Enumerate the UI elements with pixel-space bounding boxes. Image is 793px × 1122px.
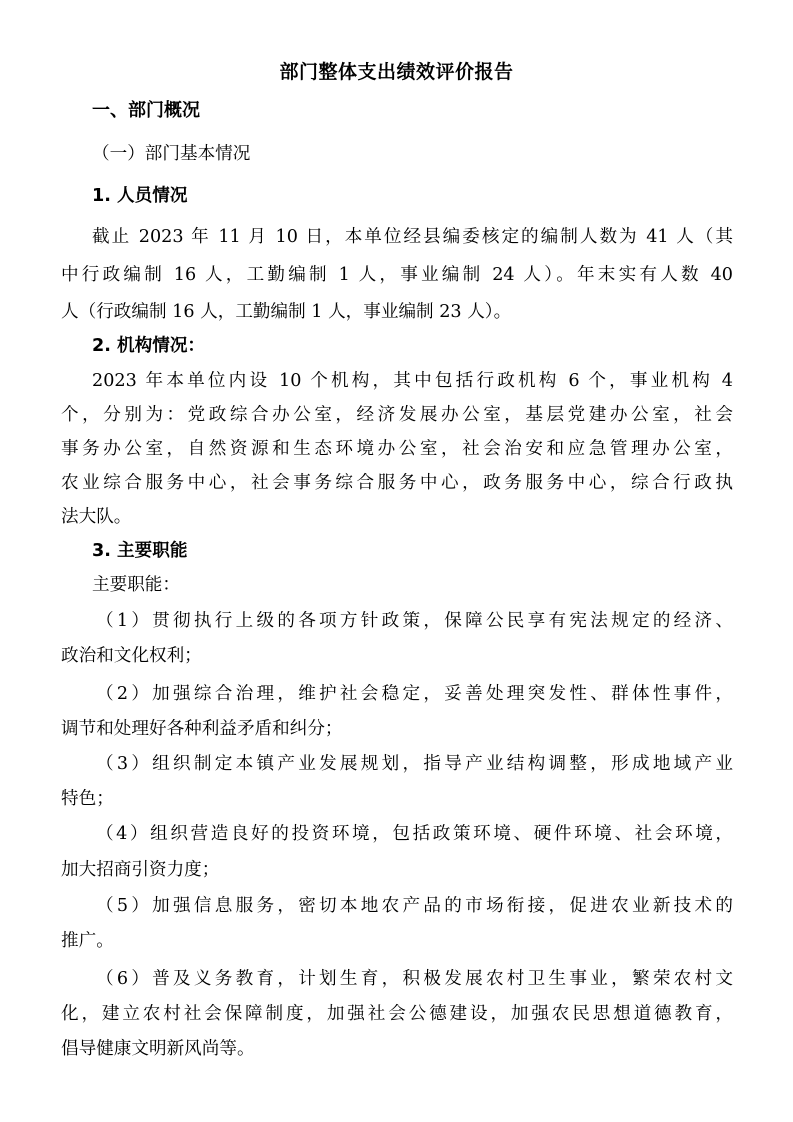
item-heading-personnel: 1. 人员情况 [92, 186, 188, 206]
function-item-line: （6）普及义务教育，计划生育，积极发展农村卫生事业，繁荣农村文 [96, 969, 733, 989]
function-item-line: （3）组织制定本镇产业发展规划，指导产业结构调整，形成地域产业 [96, 754, 733, 774]
functions-intro: 主要职能： [92, 575, 180, 595]
function-item-line: （1）贯彻执行上级的各项方针政策，保障公民享有宪法规定的经济、 [96, 611, 733, 631]
paragraph-line: 截止 2023 年 11 月 10 日，本单位经县编委核定的编制人数为 41 人（其 [92, 227, 733, 247]
function-item-line: （4）组织营造良好的投资环境，包括政策环境、硬件环境、社会环境， [96, 824, 733, 844]
document-title: 部门整体支出绩效评价报告 [279, 61, 514, 83]
function-item-line: （2）加强综合治理，维护社会稳定，妥善处理突发性、群体性事件， [96, 684, 733, 704]
paragraph-line: 法大队。 [61, 507, 132, 527]
section-heading-overview: 一、部门概况 [92, 100, 200, 121]
function-item-line: 调节和处理好各种利益矛盾和纠分； [61, 719, 343, 739]
function-item-line: 加大招商引资力度； [61, 860, 220, 880]
function-item-line: （5）加强信息服务，密切本地农产品的市场衔接，促进农业新技术的 [96, 896, 733, 916]
function-item-line: 倡导健康文明新风尚等。 [61, 1039, 255, 1059]
item-heading-organization: 2. 机构情况： [92, 336, 206, 356]
subsection-heading-basic-info: （一）部门基本情况 [92, 144, 251, 164]
paragraph-line: 事务办公室，自然资源和生态环境办公室，社会治安和应急管理办公室， [61, 439, 733, 459]
function-item-line: 推广。 [61, 931, 114, 951]
paragraph-line: 人（行政编制 16 人，工勤编制 1 人，事业编制 23 人）。 [61, 302, 512, 322]
item-heading-functions: 3. 主要职能 [92, 541, 188, 561]
paragraph-line: 个，分别为：党政综合办公室，经济发展办公室，基层党建办公室，社会 [61, 405, 733, 425]
function-item-line: 化，建立农村社会保障制度，加强社会公德建设，加强农民思想道德教育， [61, 1004, 733, 1024]
paragraph-line: 农业综合服务中心，社会事务综合服务中心，政务服务中心，综合行政执 [61, 473, 733, 493]
function-item-line: 政治和文化权利； [61, 646, 202, 666]
function-item-line: 特色； [61, 789, 114, 809]
paragraph-line: 2023 年本单位内设 10 个机构，其中包括行政机构 6 个，事业机构 4 [92, 371, 733, 391]
paragraph-line: 中行政编制 16 人，工勤编制 1 人，事业编制 24 人）。年末实有人数 40 [61, 265, 733, 285]
